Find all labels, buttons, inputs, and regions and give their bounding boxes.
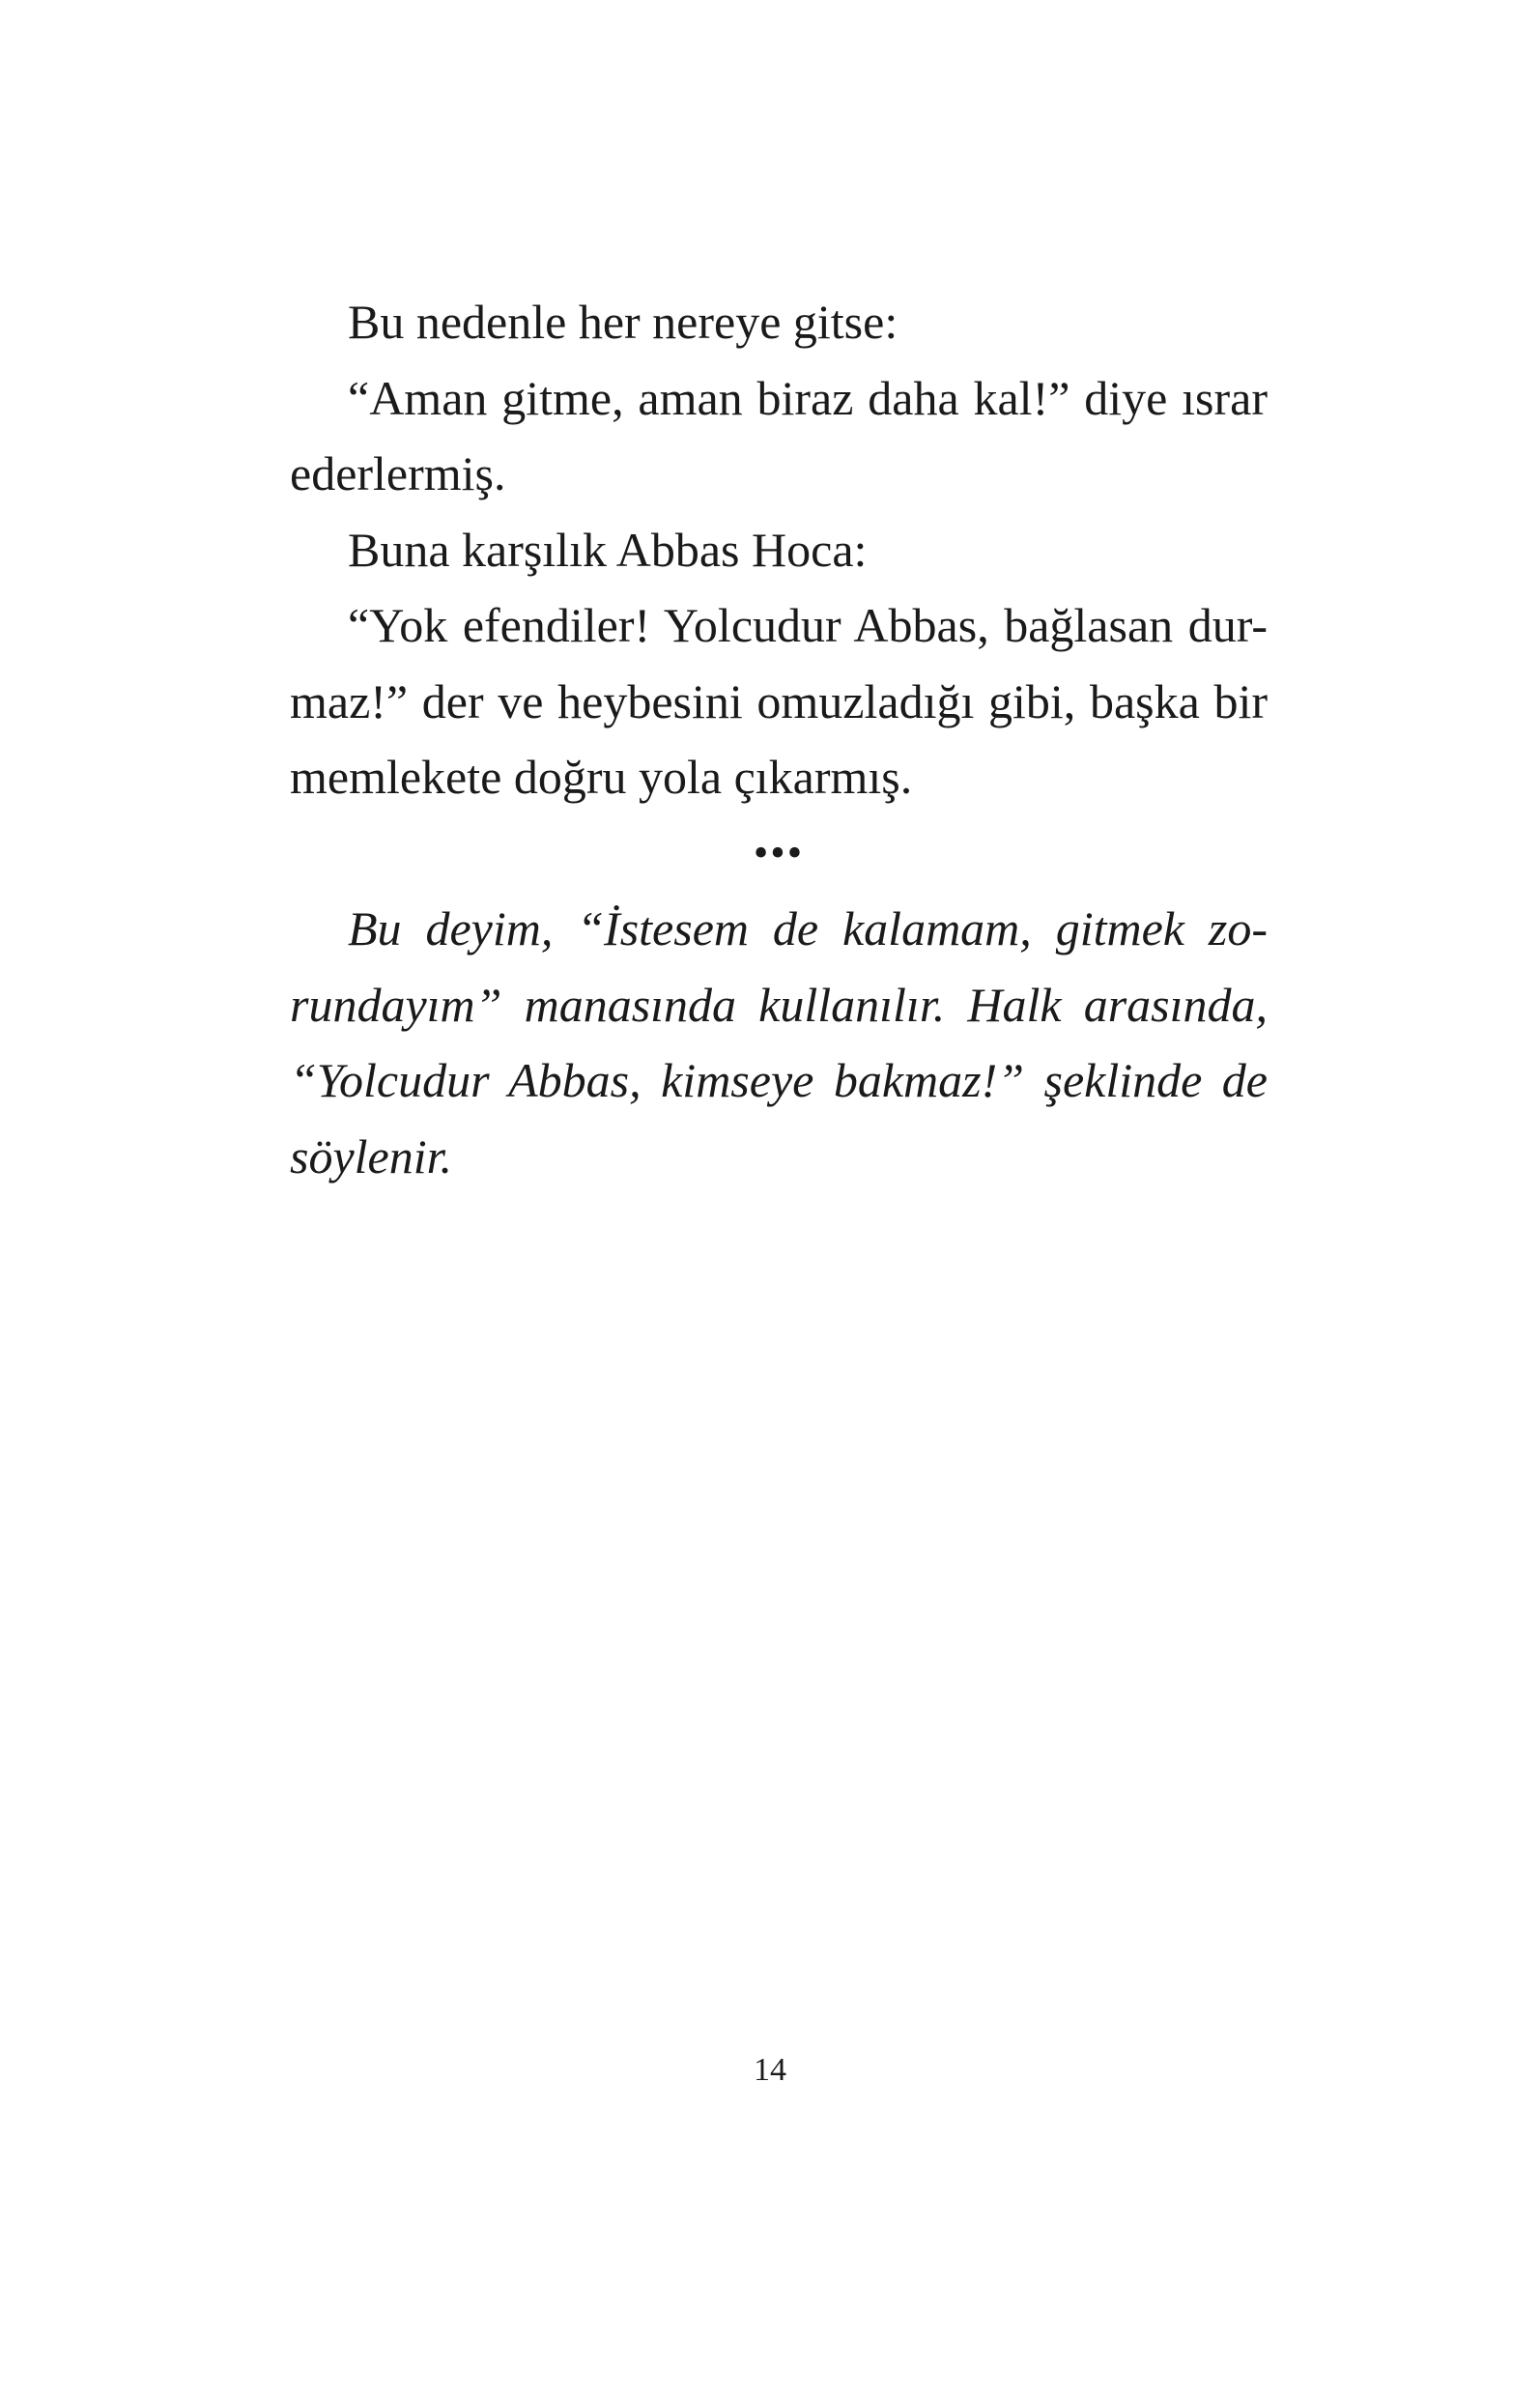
note-line: söylenir.: [290, 1128, 453, 1184]
note-line: rundayım” manasında kullanılır. Halk arasında,: [290, 977, 1268, 1032]
paragraph-line: “Yok efendiler! Yolcudur Abbas, bağlasan dur-: [348, 598, 1268, 652]
paragraph-line: memlekete doğru yola çıkarmış.: [290, 750, 913, 804]
main-text: [290, 284, 1268, 1194]
paragraph-line: ederlermiş.: [290, 446, 506, 500]
paragraph-line: “Aman gitme, aman biraz daha kal!” diye ısrar: [348, 370, 1268, 425]
paragraph-line: Bu nedenle her nereye gitse:: [348, 295, 898, 349]
section-separator: •••: [753, 828, 805, 876]
page-number: 14: [754, 2052, 786, 2088]
note-line: Bu deyim, “İstesem de kalamam, gitmek zo-: [348, 901, 1268, 956]
paragraph-line: Buna karşılık Abbas Hoca:: [348, 522, 868, 577]
note-line: “Yolcudur Abbas, kimseye bakmaz!” şeklinde de: [290, 1053, 1268, 1107]
paragraph-line: maz!” der ve heybesini omuzladığı gibi, başka bir: [290, 673, 1268, 728]
